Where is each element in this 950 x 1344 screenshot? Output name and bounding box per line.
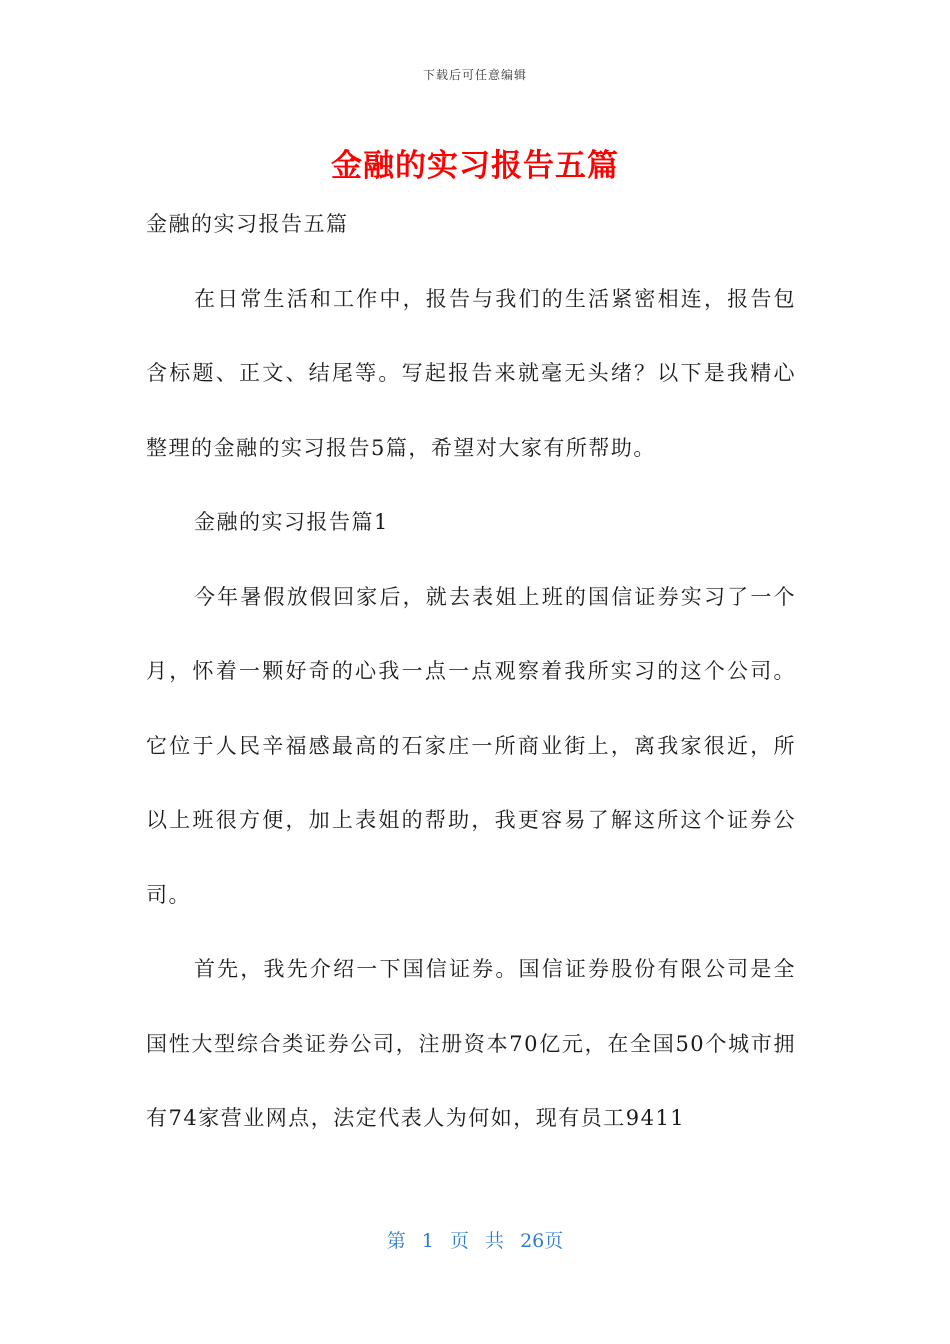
paragraph-intro: 在日常生活和工作中，报告与我们的生活紧密相连，报告包含标题、正文、结尾等。写起报告来就毫无头绪？以下是我精心整理的金融的实习报告5篇，希望对大家有所帮助。 [146, 286, 796, 460]
total-pages: 26页 [520, 1230, 564, 1252]
paragraph-body: 首先，我先介绍一下国信证券。国信证券股份有限公司是全国性大型综合类证券公司，注册资本70亿元，在全国50个城市拥有74家营业网点，法定代表人为何如，现有员工9411 [146, 957, 796, 1130]
page-label-mid: 页 [449, 1230, 469, 1252]
total-label: 共 [485, 1230, 505, 1252]
paragraph-body: 今年暑假放假回家后，就去表姐上班的国信证券实习了一个月，怀着一颗好奇的心我一点一点观察着我所实习的这个公司。它位于人民辛福感最高的石家庄一所商业街上，离我家很近，所以上班很方便，加上表姐的帮助，我更容易了解这所这个证券公司。 [146, 584, 796, 907]
page-indicator [0, 1226, 950, 1253]
page-label-prefix: 第 [386, 1230, 406, 1252]
section-heading: 金融的实习报告篇1 [194, 510, 389, 534]
header-note: 下载后可任意编辑 [422, 68, 527, 82]
document-body [146, 187, 796, 1156]
paragraph-subtitle: 金融的实习报告五篇 [146, 212, 349, 236]
document-title: 金融的实习报告五篇 [331, 148, 619, 184]
current-page-number: 1 [421, 1230, 434, 1252]
